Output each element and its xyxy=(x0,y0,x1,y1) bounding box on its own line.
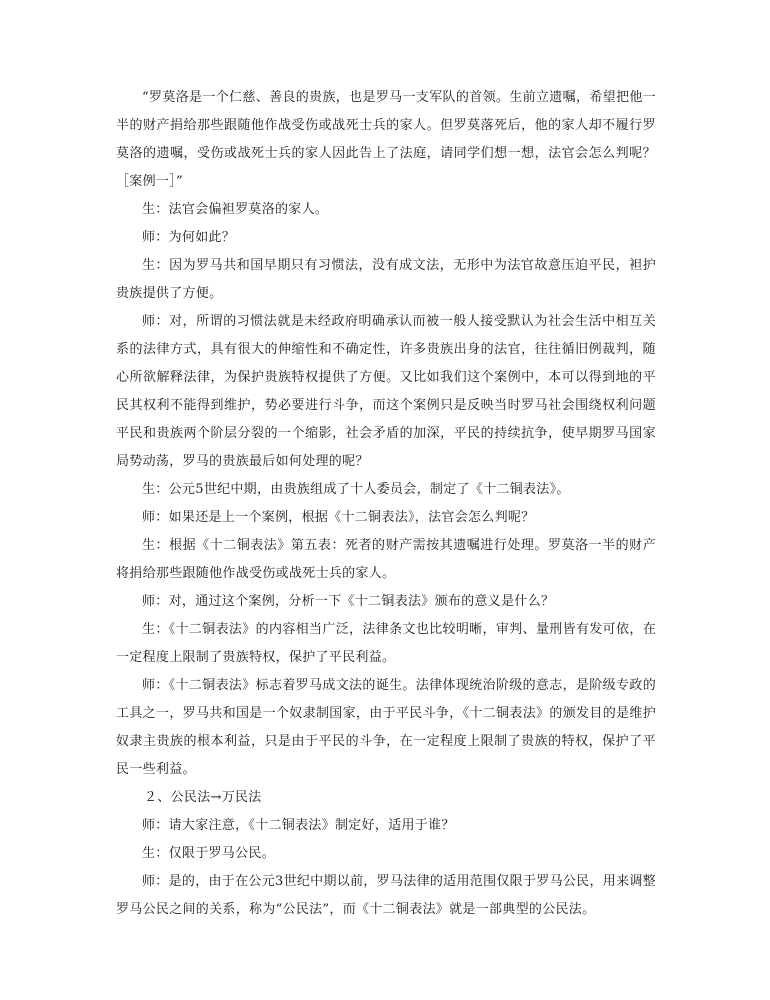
student-answer-6: 生：仅限于罗马公民。 xyxy=(142,846,276,861)
student-answer-2: 生：因为罗马共和国早期只有习惯法，没有成文法，无形中为法官故意压迫平民，袒护贵族提供了方便。 xyxy=(116,258,656,301)
teacher-question-1: 师：为何如此？ xyxy=(142,230,236,245)
case-one-paragraph: “罗莫洛是一个仁慈、善良的贵族，也是罗马一支军队的首领。生前立遗嘱，希望把他一半的财产捐给那些跟随他作战受伤或战死士兵的家人。但罗莫落死后，他的家人却不履行罗莫洛的遗嘱，受伤或战死士兵的家人因此告上了法庭，请同学们想一想，法官会怎么判呢？［案例一］” xyxy=(116,90,656,189)
teacher-question-4: 师：请大家注意，《十二铜表法》制定好，适用于谁？ xyxy=(142,818,455,833)
student-answer-4: 生：根据《十二铜表法》第五表：死者的财产需按其遗嘱进行处理。罗莫洛一半的财产将捐给那些跟随他作战受伤或战死士兵的家人。 xyxy=(116,538,656,581)
teacher-question-2: 师：如果还是上一个案例，根据《十二铜表法》，法官会怎么判呢？ xyxy=(142,510,535,525)
section-heading: ２、公民法→万民法 xyxy=(144,790,262,805)
document-page xyxy=(116,84,656,924)
student-answer-1: 生：法官会偏袒罗莫洛的家人。 xyxy=(142,202,329,217)
teacher-explanation-2: 师：《十二铜表法》标志着罗马成文法的诞生。法律体现统治阶级的意志，是阶级专政的工具之一，罗马共和国是一个奴隶制国家，由于平民斗争，《十二铜表法》的颁发目的是维护奴隶主贵族的根本利益，只是由于平民的斗争，在一定程度上限制了贵族的特权，保护了平民一些利益。 xyxy=(116,678,656,777)
teacher-question-3: 师：对，通过这个案例，分析一下《十二铜表法》颁布的意义是什么？ xyxy=(142,594,555,609)
teacher-explanation-3: 师：是的，由于在公元3世纪中期以前，罗马法律的适用范围仅限于罗马公民，用来调整罗马公民之间的关系，称为“公民法”，而《十二铜表法》就是一部典型的公民法。 xyxy=(116,874,656,917)
student-answer-3: 生：公元5世纪中期，由贵族组成了十人委员会，制定了《十二铜表法》。 xyxy=(142,482,570,497)
student-answer-5: 生：《十二铜表法》的内容相当广泛，法律条文也比较明晰，审判、量刑皆有发可依，在一定程度上限制了贵族特权，保护了平民利益。 xyxy=(116,622,656,665)
teacher-explanation-1: 师：对，所谓的习惯法就是未经政府明确承认而被一般人接受默认为社会生活中相互关系的法律方式，具有很大的伸缩性和不确定性，许多贵族出身的法官，往往循旧例裁判，随心所欲解释法律，为保护贵族特权提供了方便。又比如我们这个案例中，本可以得到地的平民其权利不能得到维护，势必要进行斗争，而这个案例只是反映当时罗马社会围绕权利问题平民和贵族两个阶层分裂的一个缩影，社会矛盾的加深，平民的持续抗争，使早期罗马国家局势动荡，罗马的贵族最后如何处理的呢？ xyxy=(116,314,656,469)
